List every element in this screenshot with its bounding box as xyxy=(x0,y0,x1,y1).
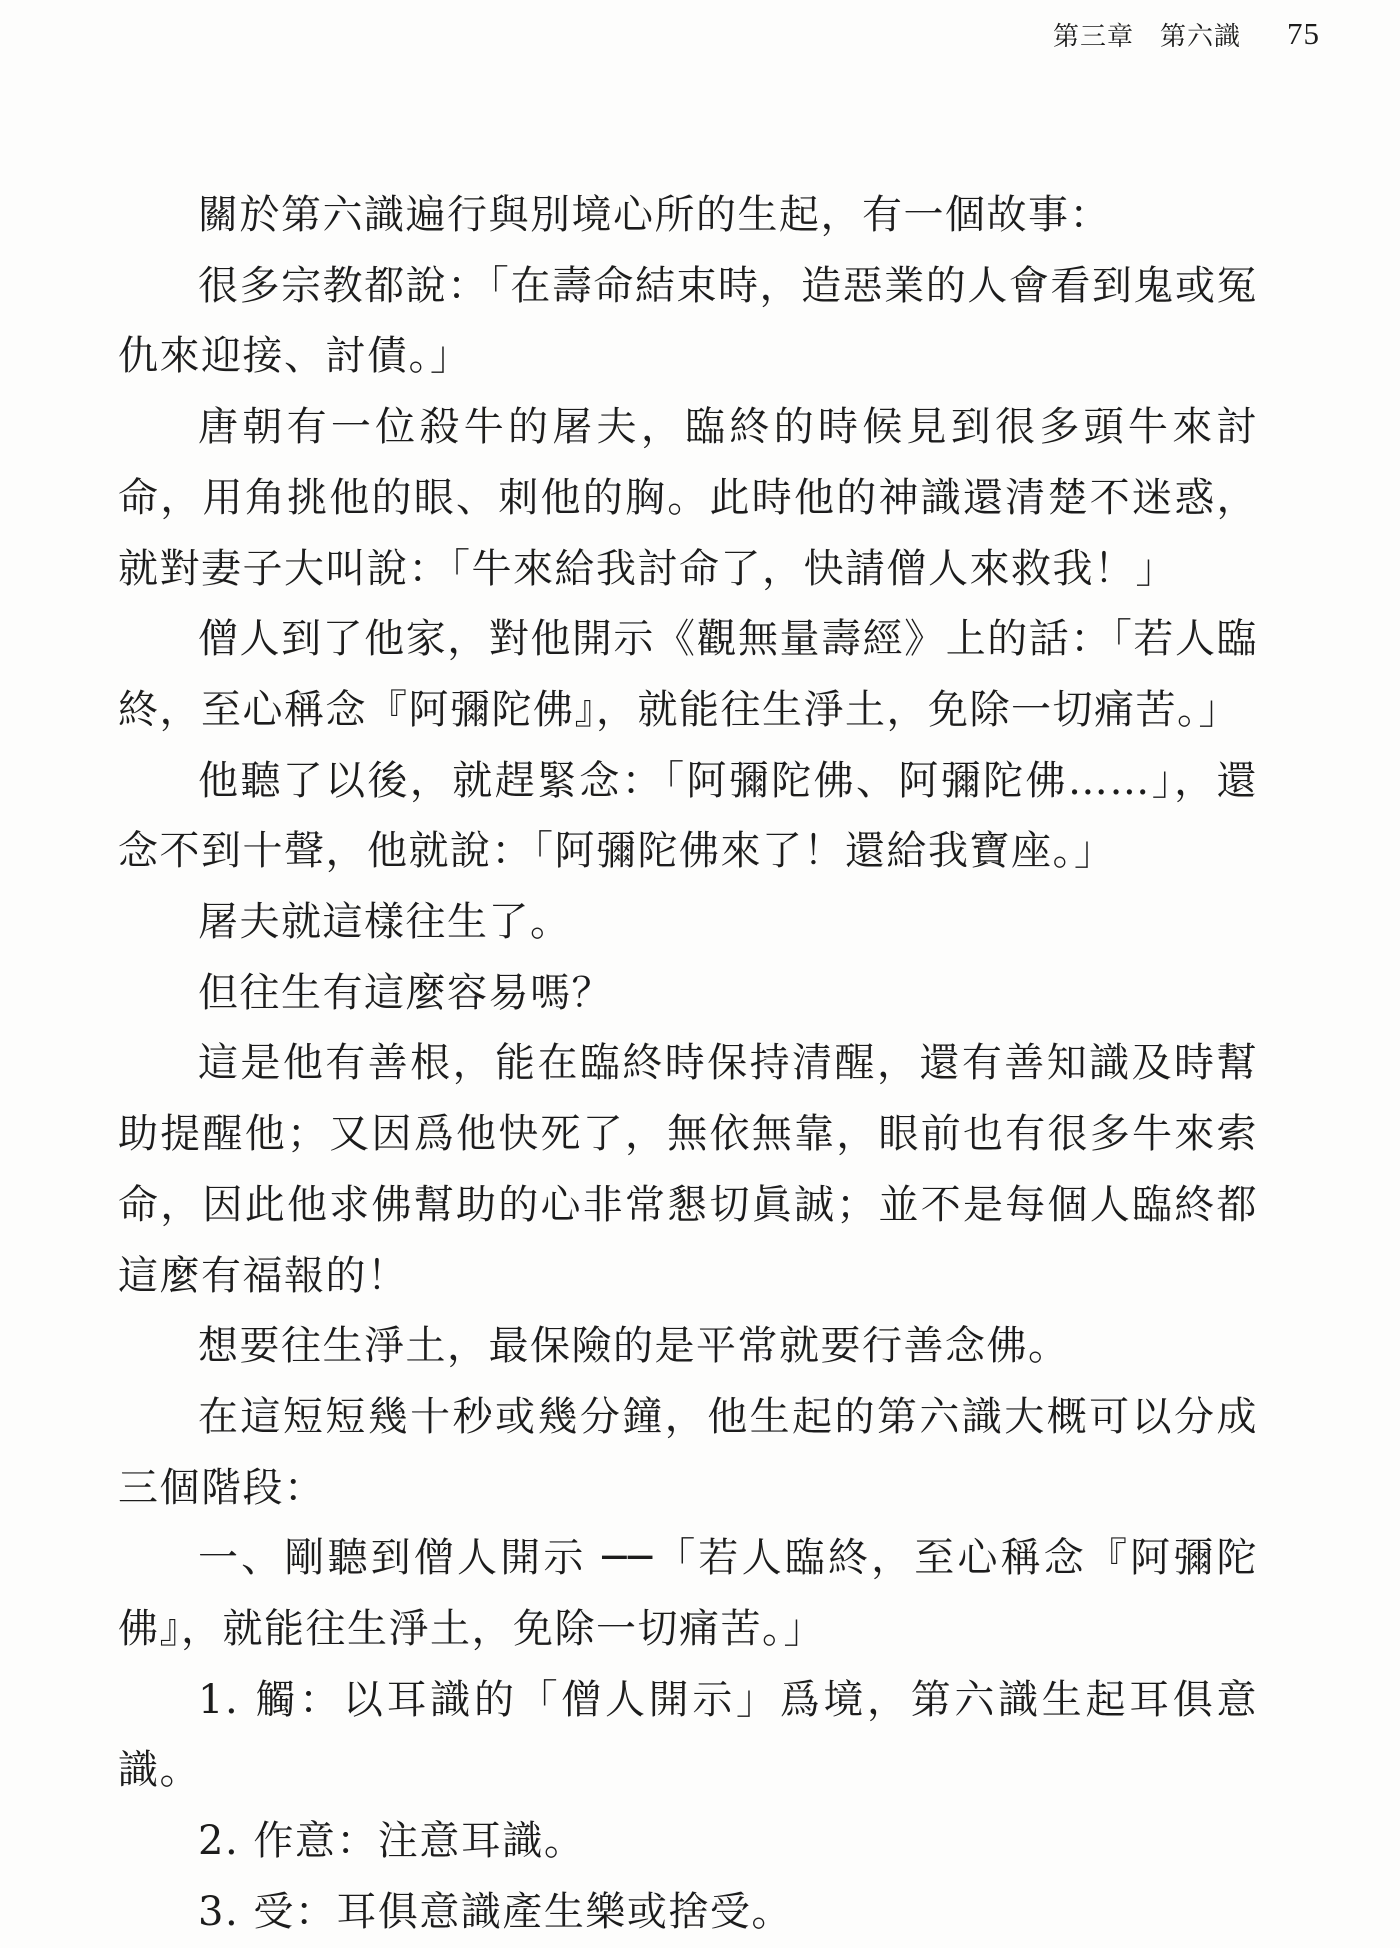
list-item: 3. 受：耳俱意識產生樂或捨受。 xyxy=(198,1888,793,1935)
body-text xyxy=(118,180,1258,1948)
list-item: 2. 作意：注意耳識。 xyxy=(198,1818,586,1865)
paragraph: 屠夫就這樣往生了。 xyxy=(198,899,572,946)
section-title: 第六識 xyxy=(1159,21,1241,52)
paragraph: 唐朝有一位殺牛的屠夫，臨終的時候見到很多頭牛來討命，用角挑他的眼、刺他的胸。此時他的神識還清楚不迷惑，就對妻子大叫說：「牛來給我討命了，快請僧人來救我！」 xyxy=(118,404,1258,592)
running-header xyxy=(1053,14,1320,54)
chapter-title: 第三章 xyxy=(1052,21,1134,52)
list-item: 1. 觸：以耳識的「僧人開示」爲境，第六識生起耳俱意識。 xyxy=(118,1676,1258,1794)
paragraph: 但往生有這麼容易嗎？ xyxy=(198,969,613,1016)
page-number: 75 xyxy=(1287,16,1320,51)
paragraph: 他聽了以後，就趕緊念：「阿彌陀佛、阿彌陀佛……」，還念不到十聲，他就說：「阿彌陀佛來了！還給我寶座。」 xyxy=(118,757,1258,875)
paragraph: 很多宗教都說：「在壽命結束時，造惡業的人會看到鬼或冤仇來迎接、討債。」 xyxy=(118,262,1258,380)
paragraph: 這是他有善根，能在臨終時保持清醒，還有善知識及時幫助提醒他；又因爲他快死了，無依無靠，眼前也有很多牛來索命，因此他求佛幫助的心非常懇切眞誠；並不是每個人臨終都這麼有福報的！ xyxy=(118,1040,1258,1299)
paragraph: 關於第六識遍行與別境心所的生起，有一個故事： xyxy=(198,192,1111,238)
paragraph: 在這短短幾十秒或幾分鐘，他生起的第六識大概可以分成三個階段： xyxy=(118,1393,1258,1511)
paragraph: 僧人到了他家，對他開示《觀無量壽經》上的話：「若人臨終，至心稱念『阿彌陀佛』，就能往生淨土，免除一切痛苦。」 xyxy=(118,616,1258,733)
paragraph: 一、剛聽到僧人開示 ──「若人臨終，至心稱念『阿彌陀佛』，就能往生淨土，免除一切痛苦。」 xyxy=(118,1535,1258,1653)
paragraph: 想要往生淨土，最保險的是平常就要行善念佛。 xyxy=(198,1323,1070,1370)
